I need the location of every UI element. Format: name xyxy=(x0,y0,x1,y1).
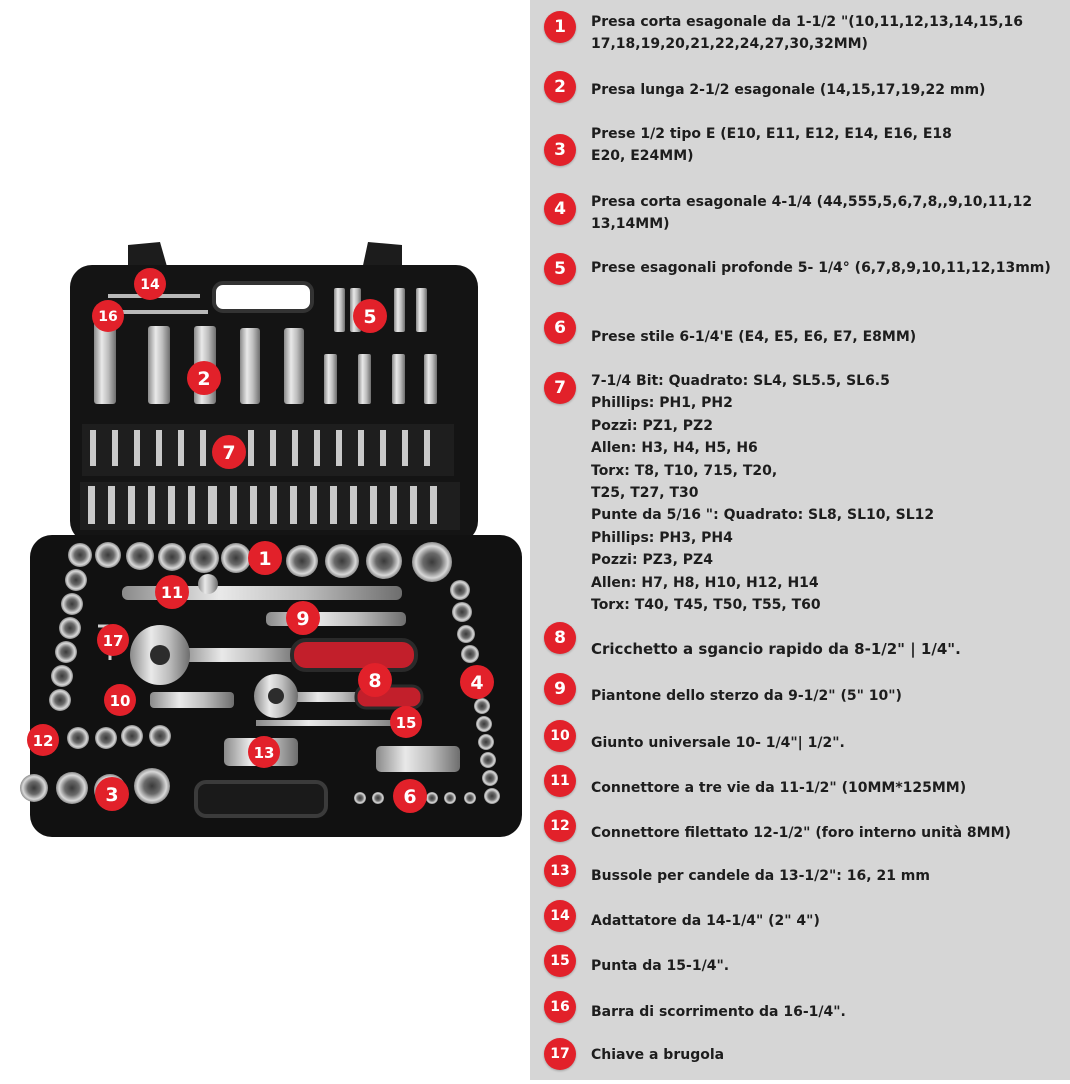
legend-badge: 16 xyxy=(544,991,576,1023)
legend-text: Chiave a brugola xyxy=(591,1047,725,1063)
legend-text: Connettore a tre vie da 11-1/2" (10MM*125MM) xyxy=(591,780,967,796)
legend-badge: 8 xyxy=(544,622,576,654)
legend-badge: 5 xyxy=(544,253,576,285)
universal-joint xyxy=(150,692,234,708)
photo-badge-7: 7 xyxy=(222,442,236,464)
legend-text: Punta da 15-1/4". xyxy=(591,958,730,974)
legend-badge: 11 xyxy=(544,765,576,797)
legend-text: Adattatore da 14-1/4" (2" 4") xyxy=(591,913,820,929)
legend-badge: 14 xyxy=(544,900,576,932)
case-handle-bottom xyxy=(196,782,326,816)
legend-text: Connettore filettato 12-1/2" (foro interno unità 8MM) xyxy=(591,825,1011,841)
photo-badge-13: 13 xyxy=(253,744,275,762)
legend-badge: 12 xyxy=(544,810,576,842)
legend-text: Barra di scorrimento da 16-1/4". xyxy=(591,1004,846,1020)
photo-badge-4: 4 xyxy=(470,672,484,694)
case-handle-top xyxy=(214,283,312,311)
legend-badge: 17 xyxy=(544,1038,576,1070)
photo-badge-17: 17 xyxy=(102,632,124,650)
legend-text: Prese esagonali profonde 5- 1/4° (6,7,8,9,10,11,12,13mm) xyxy=(591,260,1051,276)
photo-badge-16: 16 xyxy=(98,309,118,325)
photo-badge-1: 1 xyxy=(258,548,272,570)
legend-panel xyxy=(530,0,1070,1080)
legend-text: Bussole per candele da 13-1/2": 16, 21 mm xyxy=(591,868,930,884)
toolkit-photo xyxy=(0,0,530,1080)
photo-badge-5: 5 xyxy=(363,306,377,328)
legend-badge: 3 xyxy=(544,134,576,166)
photo-badge-15: 15 xyxy=(395,714,417,732)
legend-badge: 15 xyxy=(544,945,576,977)
legend-text: Presa corta esagonale da 1-1/2 "(10,11,12,13,14,15,16 17,18,19,20,21,22,24,27,30,32MM) xyxy=(591,14,1023,53)
legend-badge: 7 xyxy=(544,372,576,404)
legend-text: Prese 1/2 tipo E (E10, E11, E12, E14, E16, E18 E20, E24MM) xyxy=(591,126,952,165)
legend-text: Presa lunga 2-1/2 esagonale (14,15,17,19,22 mm) xyxy=(591,82,986,98)
legend-badge: 2 xyxy=(544,71,576,103)
photo-badge-2: 2 xyxy=(197,368,211,390)
photo-badge-8: 8 xyxy=(368,670,382,692)
photo-badge-10: 10 xyxy=(109,692,131,710)
legend-badge: 4 xyxy=(544,193,576,225)
legend-text: 7-1/4 Bit: Quadrato: SL4, SL5.5, SL6.5 Phillips: PH1, PH2 Pozzi: PZ1, PZ2 Allen: H3, H4, H5, H6 Torx: T8, T10, 715, T20, T25, T27, T30 Punte da 5/16 ": Quadrato: SL8, SL10, SL12 Phillips: PH3, PH4 Pozzi: PZ3, PZ4 Allen: H7, H8, H10, H12, H14 Torx: T40, T45, T50, T55, T60 xyxy=(591,373,935,614)
legend-text: Prese stile 6-1/4'E (E4, E5, E6, E7, E8MM) xyxy=(591,329,917,345)
photo-badge-3: 3 xyxy=(105,784,119,806)
photo-badge-12: 12 xyxy=(32,732,54,750)
legend-text: Piantone dello sterzo da 9-1/2" (5" 10") xyxy=(591,688,902,704)
legend-text: Cricchetto a sgancio rapido da 8-1/2" | 1/4". xyxy=(591,640,961,658)
legend-text: Giunto universale 10- 1/4"| 1/2". xyxy=(591,735,845,751)
photo-badge-11: 11 xyxy=(160,583,184,602)
photo-badge-14: 14 xyxy=(140,277,160,293)
toolkit-case-illustration xyxy=(0,0,530,1080)
legend-badge: 9 xyxy=(544,673,576,705)
legend-badge: 6 xyxy=(544,312,576,344)
legend-badge: 10 xyxy=(544,720,576,752)
photo-badge-9: 9 xyxy=(296,608,310,630)
legend-badge: 1 xyxy=(544,11,576,43)
ratchet-large xyxy=(180,648,300,662)
legend-badge: 13 xyxy=(544,855,576,887)
photo-badge-6: 6 xyxy=(403,786,417,808)
legend-text: Presa corta esagonale 4-1/4 (44,555,5,6,7,8,,9,10,11,12 13,14MM) xyxy=(591,194,1033,233)
